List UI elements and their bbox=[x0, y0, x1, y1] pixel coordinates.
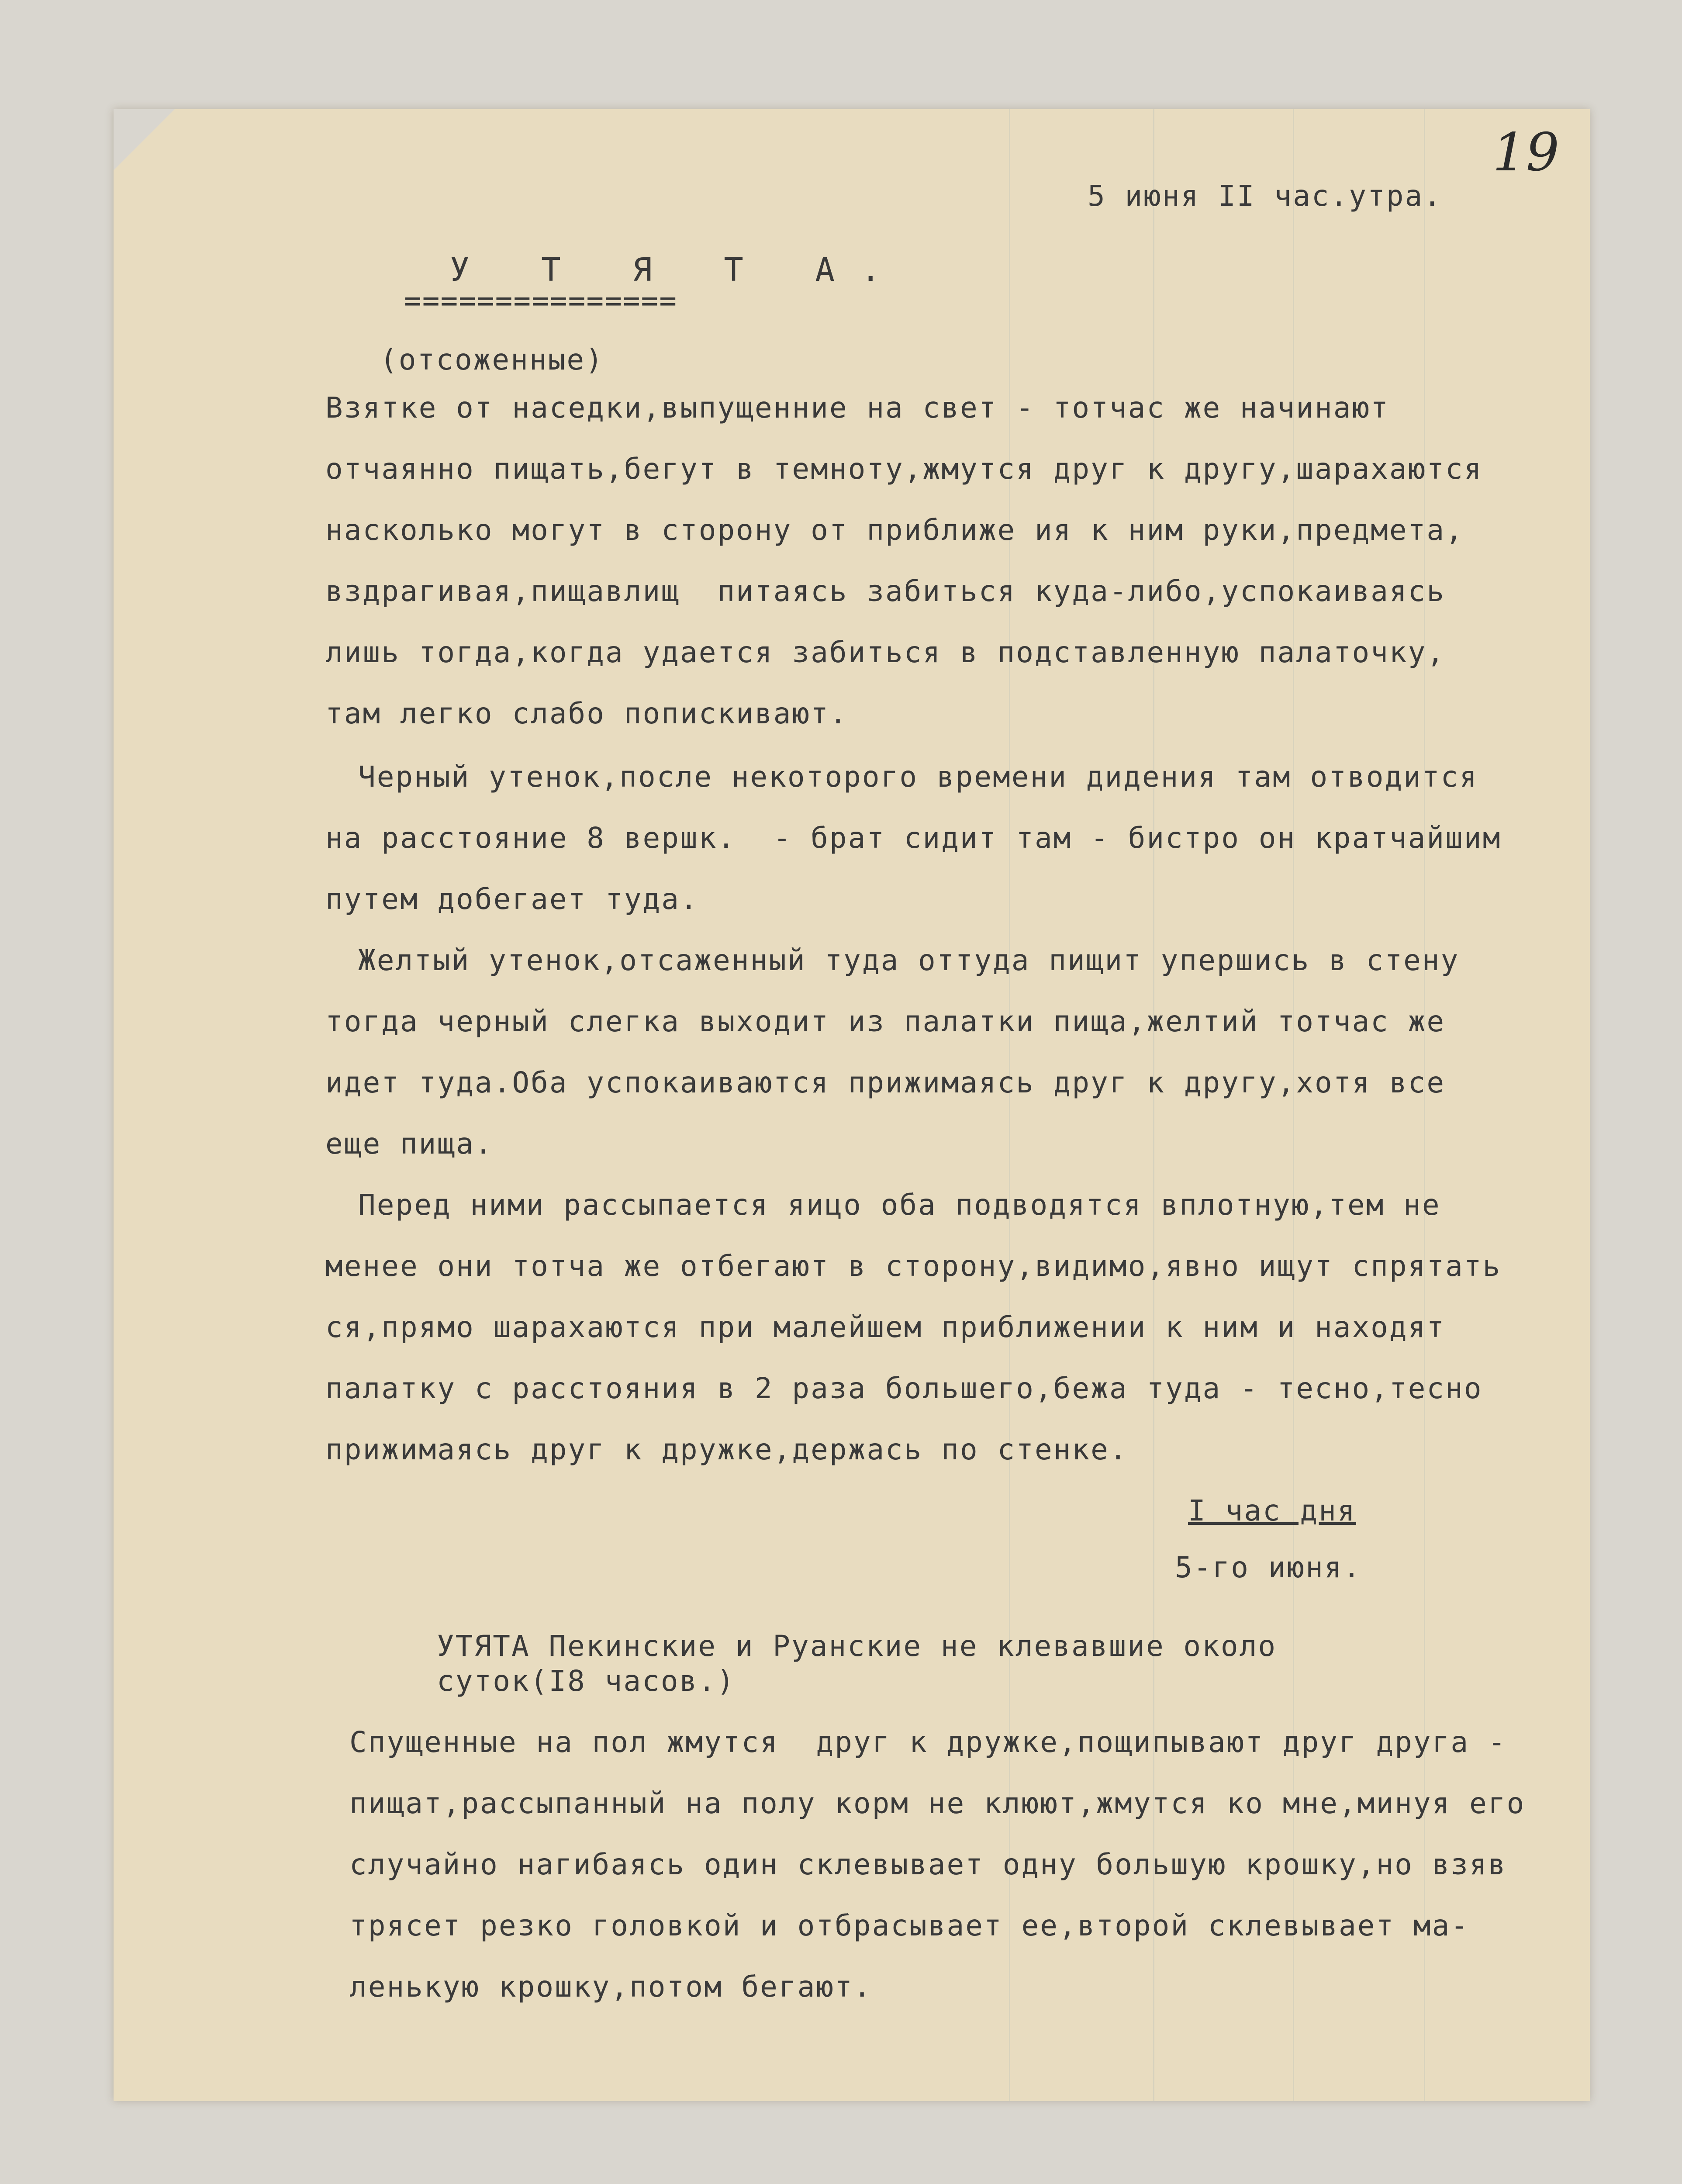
para5-line: ленькую крошку,потом бегают. bbox=[349, 1970, 872, 2004]
para4-line: палатку с расстояния в 2 раза большего,бежа туда - тесно,тесно bbox=[325, 1372, 1483, 1405]
para3-line: тогда черный слегка выходит из палатки пища,желтий тотчас же bbox=[325, 1005, 1446, 1038]
para1-line: там легко слабо попискивают. bbox=[325, 697, 848, 730]
title-rule: =============== bbox=[404, 284, 678, 318]
document-title: У Т Я Т А. bbox=[450, 251, 907, 289]
para3-line: еще пища. bbox=[325, 1127, 494, 1161]
section-heading-line: УТЯТА Пекинские и Руанские не клевавшие около bbox=[437, 1629, 1277, 1663]
para2-line: путем добегает туда. bbox=[325, 882, 699, 916]
para2-line: Черный утенок,после некоторого времени дидения там отводится bbox=[358, 760, 1478, 794]
para1-line: Взятке от наседки,выпущенние на свет - тотчас же начинают bbox=[325, 391, 1389, 425]
folio-number: 19 bbox=[1492, 122, 1559, 183]
header-date: 5 июня II час.утра. bbox=[1088, 179, 1442, 213]
para1-line: отчаянно пищать,бегут в темноту,жмутся друг к другу,шарахаются bbox=[325, 452, 1483, 486]
para5-line: пищат,рассыпанный на полу корм не клюют,жмутся ко мне,минуя его bbox=[349, 1787, 1526, 1820]
section-heading-line: суток(I8 часов.) bbox=[437, 1664, 736, 1698]
para2-line: на расстояние 8 вершк. - брат сидит там - бистро он кратчайшим bbox=[325, 821, 1502, 855]
para3-line: Желтый утенок,отсаженный туда оттуда пищит упершись в стену bbox=[358, 943, 1460, 977]
para5-line: случайно нагибаясь один склевывает одну большую крошку,но взяв bbox=[349, 1848, 1507, 1881]
para1-line: вздрагивая,пищавлищ питаясь забиться куда-либо,успокаиваясь bbox=[325, 574, 1446, 608]
para4-line: менее они тотча же отбегают в сторону,видимо,явно ищут спрятать bbox=[325, 1249, 1502, 1283]
subtitle: (отсоженные) bbox=[380, 343, 604, 377]
para4-line: ся,прямо шарахаются при малейшем приближении к ним и находят bbox=[325, 1310, 1446, 1344]
para5-line: Спущенные на пол жмутся друг к дружке,пощипывают друг друга - bbox=[349, 1725, 1507, 1759]
document-page bbox=[114, 109, 1590, 2101]
folded-corner bbox=[114, 109, 175, 170]
para4-line: прижимаясь друг к дружке,держась по стенке. bbox=[325, 1433, 1128, 1466]
para3-line: идет туда.Оба успокаиваются прижимаясь друг к другу,хотя все bbox=[325, 1066, 1446, 1099]
time-note: I час дня bbox=[1188, 1494, 1356, 1527]
para4-line: Перед ними рассыпается яицо оба подводятся вплотную,тем не bbox=[358, 1188, 1441, 1222]
para1-line: лишь тогда,когда удается забиться в подставленную палаточку, bbox=[325, 636, 1446, 669]
para1-line: насколько могут в сторону от приближе ия к ним руки,предмета, bbox=[325, 513, 1464, 547]
para5-line: трясет резко головкой и отбрасывает ее,второй склевывает ма- bbox=[349, 1909, 1470, 1942]
date-note: 5-го июня. bbox=[1175, 1551, 1362, 1584]
